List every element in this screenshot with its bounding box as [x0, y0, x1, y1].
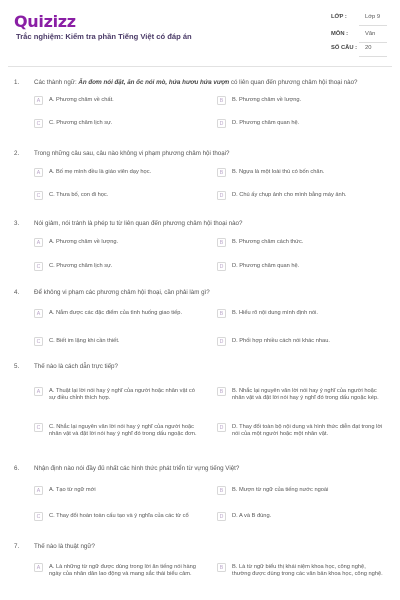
question-text: Thế nào là thuật ngữ?: [34, 543, 95, 550]
question-text: Thế nào là cách dẫn trực tiếp?: [34, 363, 118, 370]
option-letter-badge: D: [217, 262, 226, 271]
page-title: Trắc nghiệm: Kiểm tra phần Tiếng Việt có đáp án: [16, 32, 192, 41]
meta-subject: [331, 29, 387, 43]
question-number: 2.: [14, 150, 20, 157]
option-letter-badge: C: [34, 337, 43, 346]
option-letter-badge: B: [217, 238, 226, 247]
meta-label: SỐ CÂU :: [331, 45, 358, 51]
quizizz-logo[interactable]: Quizizz: [14, 12, 76, 31]
option-letter-badge: D: [217, 337, 226, 346]
option-text: B. Mượn từ ngữ của tiếng nước ngoài: [232, 487, 329, 493]
option-text: C. Phương châm lịch sự.: [49, 120, 113, 126]
option-text: D. Phương châm quan hệ.: [232, 120, 300, 126]
option-text: C. Thay đổi hoàn toàn cấu tạo và ý nghĩa của các từ cổ: [49, 513, 189, 519]
question-text: Để không vi phạm các phương châm hội thoại, cần phải làm gì?: [34, 289, 210, 296]
option-text: B. Phương châm về lượng.: [232, 97, 302, 103]
option-letter-badge: C: [34, 191, 43, 200]
option-text: A. Phương châm về chất.: [49, 97, 114, 103]
option-letter-badge: B: [217, 387, 226, 396]
divider: [359, 25, 387, 26]
question-number: 4.: [14, 289, 20, 296]
option-letter-badge: A: [34, 168, 43, 177]
option-letter-badge: B: [217, 486, 226, 495]
question-number: 3.: [14, 220, 20, 227]
question-text: Các thành ngữ: Ăn đơm nói đặt, ăn ốc nói mò, hứa hươu hứa vượn có liên quan đến phương châm hội thoại nào?: [34, 79, 358, 86]
option-text: A. Nắm được các đặc điểm của tình huống giao tiếp.: [49, 310, 183, 316]
option-text: B. Ngựa là một loài thú có bốn chân.: [232, 169, 325, 175]
meta-label: LỚP :: [331, 14, 347, 20]
meta-value: 20: [365, 45, 372, 51]
option-letter-badge: A: [34, 238, 43, 247]
header-divider: [8, 66, 392, 67]
option-text: B. Hiểu rõ nội dung mình định nói.: [232, 310, 318, 316]
question-number: 5.: [14, 363, 20, 370]
option-letter-badge: A: [34, 563, 43, 572]
option-letter-badge: A: [34, 387, 43, 396]
meta-question-count: [331, 43, 387, 57]
divider: [359, 56, 387, 57]
option-text: C. Biết im lặng khi cần thiết.: [49, 338, 120, 344]
option-text: D. Phối hợp nhiều cách nói khác nhau.: [232, 338, 330, 344]
idiom-list: Ăn đơm nói đặt, ăn ốc nói mò, hứa hươu hứa vượn: [78, 79, 230, 86]
option-text: A. Phương châm về lượng.: [49, 239, 119, 245]
option-text: D. Phương châm quan hệ.: [232, 263, 300, 269]
question-number: 7.: [14, 543, 20, 550]
option-letter-badge: A: [34, 309, 43, 318]
option-letter-badge: D: [217, 423, 226, 432]
option-letter-badge: A: [34, 486, 43, 495]
option-letter-badge: A: [34, 96, 43, 105]
quiz-header: [0, 0, 400, 66]
meta-grade: [331, 12, 387, 26]
option-text: A. Thuật lại lời nói hay ý nghĩ của người hoặc nhân vật có sự điều chỉnh thích hợp.: [49, 388, 195, 402]
question-text: Nhận định nào nói đầy đủ nhất các hình thức phát triển từ vựng tiếng Việt?: [34, 465, 240, 472]
option-text: C. Thưa bố, con đi học.: [49, 192, 109, 198]
option-text: C. Nhắc lại nguyên văn lời nói hay ý nghĩ của người hoặc nhân vật và đặt lời nói hay ý nghĩ đó trong dấu ngoặc đơn.: [49, 424, 197, 438]
option-text: B. Là từ ngữ biểu thị khái niệm khoa học, công nghệ, thường được dùng trong các văn bản khoa học, công nghệ.: [232, 564, 383, 578]
option-letter-badge: B: [217, 96, 226, 105]
option-text: D. Thay đổi toàn bộ nội dung và hình thức diễn đạt trong lời nói của một người hoặc một nhân vật.: [232, 424, 383, 438]
option-text: D. Chú ấy chụp ảnh cho mình bằng máy ảnh.: [232, 192, 347, 198]
meta-value: Văn: [365, 31, 376, 37]
option-letter-badge: B: [217, 563, 226, 572]
option-letter-badge: B: [217, 309, 226, 318]
question-text: Nói giảm, nói tránh là phép tu từ liên quan đến phương châm hội thoại nào?: [34, 220, 243, 227]
option-text: B. Nhắc lại nguyên văn lời nói hay ý nghĩ của người hoặc nhân vật và đặt lời nói hay ý nghĩ đó trong dấu ngoặc kép.: [232, 388, 379, 402]
option-text: C. Phương châm lịch sự.: [49, 263, 113, 269]
option-letter-badge: B: [217, 168, 226, 177]
option-text: A. Là những từ ngữ được dùng trong lời ăn tiếng nói hàng ngày của nhân dân lao động và mang sắc thái biểu cảm.: [49, 564, 196, 578]
option-letter-badge: D: [217, 191, 226, 200]
option-text: B. Phương châm cách thức.: [232, 239, 304, 245]
option-letter-badge: C: [34, 119, 43, 128]
question-text: Trong những câu sau, câu nào không vi phạm phương châm hội thoại?: [34, 150, 230, 157]
option-text: A. Bố mẹ mình đều là giáo viên dạy học.: [49, 169, 152, 175]
question-number: 6.: [14, 465, 20, 472]
question-number: 1.: [14, 79, 20, 86]
option-letter-badge: C: [34, 512, 43, 521]
option-letter-badge: C: [34, 262, 43, 271]
option-text: D. A và B đúng.: [232, 513, 272, 519]
option-letter-badge: D: [217, 119, 226, 128]
meta-label: MÔN :: [331, 31, 349, 37]
meta-value: Lớp 9: [365, 14, 381, 20]
option-letter-badge: C: [34, 423, 43, 432]
option-text: A. Tạo từ ngữ mới: [49, 487, 96, 493]
option-letter-badge: D: [217, 512, 226, 521]
